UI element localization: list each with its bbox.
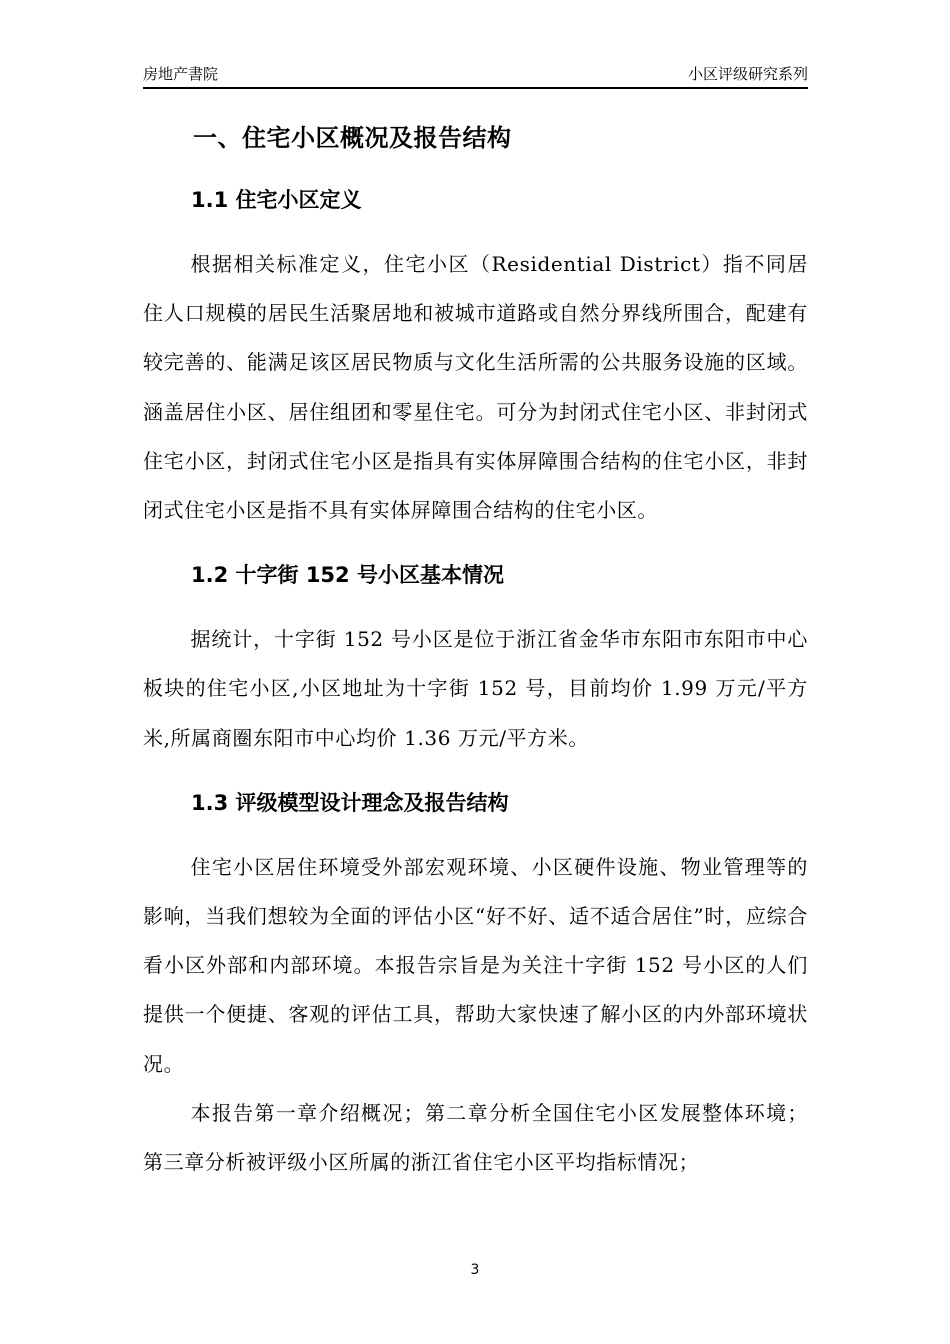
page-content	[143, 112, 808, 1201]
section-title-1-3: 1.3 评级模型设计理念及报告结构	[191, 790, 509, 815]
page-header	[143, 62, 808, 86]
section-title-1-2: 1.2 十字街 152 号小区基本情况	[191, 563, 504, 588]
section-title-1-1: 1.1 住宅小区定义	[191, 188, 362, 212]
header-series-title: 小区评级研究系列	[687, 65, 808, 83]
section-1-3-paragraph-1: 住宅小区居住环境受外部宏观环境、小区硬件设施、物业管理等的影响，当我们想较为全面的评估小区“好不好、适不适合居住”时，应综合看小区外部和内部环境。本报告宗旨是为关注十字街 152 号小区的人们提供一个便捷、客观的评估工具，帮助大家快速了解小区的内外部环境状况。	[143, 854, 808, 1076]
chapter-title: 一、住宅小区概况及报告结构	[193, 124, 512, 152]
section-1-3-paragraph-2: 本报告第一章介绍概况；第二章分析全国住宅小区发展整体环境；第三章分析被评级小区所属的浙江省住宅小区平均指标情况；	[143, 1100, 808, 1175]
header-publisher: 房地产書院	[143, 65, 219, 83]
page-number: 3	[470, 1262, 480, 1278]
section-1-1-paragraph: 根据相关标准定义，住宅小区（Residential District）指不同居住人口规模的居民生活聚居地和被城市道路或自然分界线所围合，配建有较完善的、能满足该区居民物质与文化生活所需的公共服务设施的区域。涵盖居住小区、居住组团和零星住宅。可分为封闭式住宅小区、非封闭式住宅小区，封闭式住宅小区是指具有实体屏障围合结构的住宅小区，非封闭式住宅小区是指不具有实体屏障围合结构的住宅小区。	[143, 252, 808, 523]
section-1-2-paragraph: 据统计，十字街 152 号小区是位于浙江省金华市东阳市东阳市中心板块的住宅小区,小区地址为十字街 152 号，目前均价 1.99 万元/平方米,所属商圈东阳市中心均价 1.36 万元/平方米。	[143, 627, 808, 750]
header-divider	[143, 87, 808, 89]
